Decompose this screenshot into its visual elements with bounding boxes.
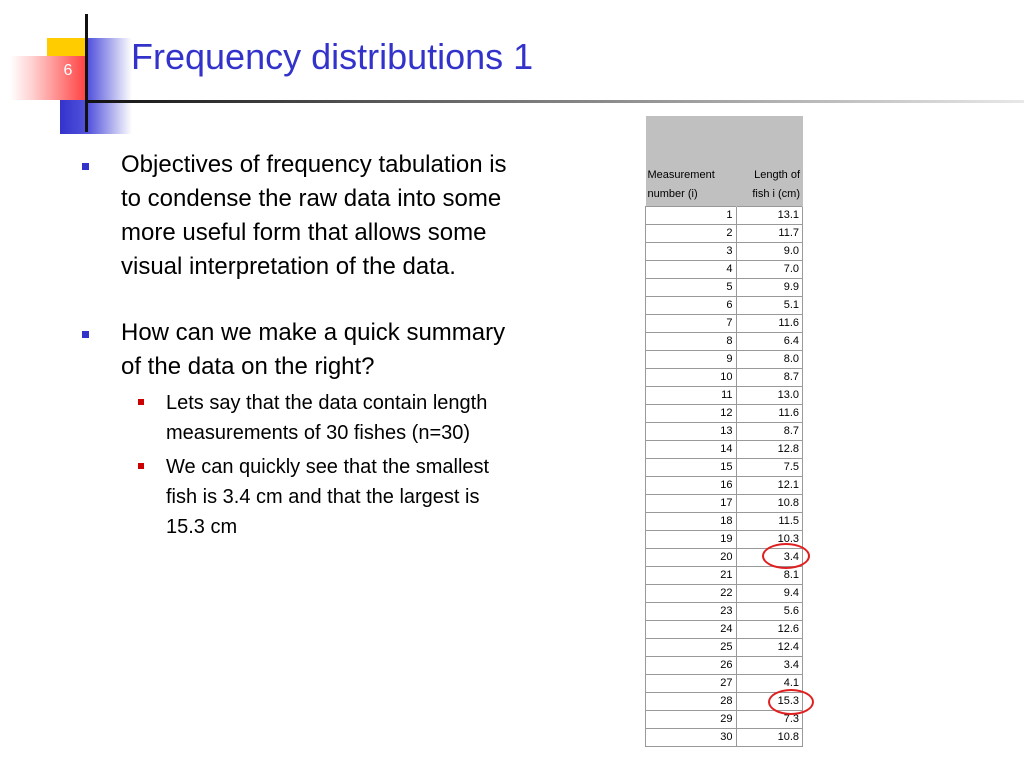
measurement-number-cell: 19: [646, 530, 737, 548]
slide-content: [82, 148, 522, 574]
table-row: [646, 260, 803, 278]
table-row: [646, 674, 803, 692]
measurement-number-cell: 22: [646, 584, 737, 602]
measurement-number-cell: 12: [646, 404, 737, 422]
measurement-number-cell: 1: [646, 206, 737, 224]
sub-bullet-1: [82, 388, 522, 448]
table-row: [646, 512, 803, 530]
table-row: [646, 584, 803, 602]
measurement-number-cell: 26: [646, 656, 737, 674]
fish-length-cell: 8.1: [736, 566, 803, 584]
fish-length-cell: 9.9: [736, 278, 803, 296]
header-measurement-number: Measurement number (i): [646, 116, 737, 206]
fish-length-cell: 10.8: [736, 494, 803, 512]
measurement-number-cell: 30: [646, 728, 737, 746]
measurement-number-cell: 13: [646, 422, 737, 440]
sub-bullet-square-icon: [138, 463, 144, 469]
fish-length-cell: 10.3: [736, 530, 803, 548]
table-row: [646, 224, 803, 242]
fish-length-cell: 8.7: [736, 368, 803, 386]
measurement-number-cell: 21: [646, 566, 737, 584]
measurement-number-cell: 2: [646, 224, 737, 242]
measurement-number-cell: 24: [646, 620, 737, 638]
fish-length-cell: 11.6: [736, 404, 803, 422]
fish-length-cell: 12.1: [736, 476, 803, 494]
table-row: [646, 656, 803, 674]
fish-length-cell: 8.7: [736, 422, 803, 440]
table-row: [646, 476, 803, 494]
fish-length-cell: 13.0: [736, 386, 803, 404]
fish-length-cell: 4.1: [736, 674, 803, 692]
table-row: [646, 386, 803, 404]
table-row: [646, 278, 803, 296]
sub-bullet-2-text: We can quickly see that the smallest fish is 3.4 cm and that the largest is 15.3 cm: [166, 456, 490, 538]
measurement-number-cell: 10: [646, 368, 737, 386]
table-row: [646, 440, 803, 458]
table-row: [646, 728, 803, 746]
bullet-square-icon: [82, 163, 89, 170]
table-row: [646, 368, 803, 386]
measurement-number-cell: 23: [646, 602, 737, 620]
table-row: [646, 602, 803, 620]
fish-length-cell: 7.3: [736, 710, 803, 728]
fish-length-cell: 5.6: [736, 602, 803, 620]
measurement-number-cell: 3: [646, 242, 737, 260]
fish-length-cell: 11.7: [736, 224, 803, 242]
fish-length-cell: 12.8: [736, 440, 803, 458]
min-value-circle: [762, 543, 810, 569]
sub-bullet-list: [121, 388, 522, 542]
measurement-number-cell: 6: [646, 296, 737, 314]
table-body: [646, 206, 803, 746]
sub-bullet-1-text: Lets say that the data contain length measurements of 30 fishes (n=30): [166, 392, 488, 444]
fish-length-cell: 13.1: [736, 206, 803, 224]
table-row: [646, 296, 803, 314]
measurement-number-cell: 4: [646, 260, 737, 278]
table-header-row: [646, 116, 803, 206]
bullet-2-text: How can we make a quick summary of the data on the right?: [121, 319, 506, 380]
measurement-number-cell: 9: [646, 350, 737, 368]
slide-number: 6: [63, 62, 73, 79]
table-row: [646, 350, 803, 368]
fish-length-cell: 7.0: [736, 260, 803, 278]
bullet-1: [82, 148, 522, 284]
measurement-number-cell: 15: [646, 458, 737, 476]
table-row: [646, 314, 803, 332]
table-row: [646, 206, 803, 224]
measurement-number-cell: 5: [646, 278, 737, 296]
fish-length-cell: 11.5: [736, 512, 803, 530]
table-row: [646, 404, 803, 422]
title-underline: [85, 100, 1024, 103]
measurement-number-cell: 11: [646, 386, 737, 404]
measurement-number-cell: 16: [646, 476, 737, 494]
measurement-number-cell: 20: [646, 548, 737, 566]
sub-bullet-square-icon: [138, 399, 144, 405]
measurement-number-cell: 8: [646, 332, 737, 350]
measurement-number-cell: 27: [646, 674, 737, 692]
table-row: [646, 242, 803, 260]
measurement-number-cell: 14: [646, 440, 737, 458]
fish-length-cell: 8.0: [736, 350, 803, 368]
measurement-number-cell: 28: [646, 692, 737, 710]
bullet-1-text: Objectives of frequency tabulation is to condense the raw data into some more useful form that allows some visual interpretation of the data.: [121, 151, 507, 280]
fish-length-cell: 11.6: [736, 314, 803, 332]
fish-length-cell: 15.3: [736, 692, 803, 710]
fish-length-cell: 10.8: [736, 728, 803, 746]
measurement-number-cell: 17: [646, 494, 737, 512]
fish-length-cell: 6.4: [736, 332, 803, 350]
slide-title: Frequency distributions 1: [131, 36, 534, 77]
bullet-square-icon: [82, 331, 89, 338]
fish-length-cell: 7.5: [736, 458, 803, 476]
header-fish-length: Length of fish i (cm): [736, 116, 803, 206]
max-value-circle: [768, 689, 814, 715]
fish-length-cell: 3.4: [736, 656, 803, 674]
table-row: [646, 458, 803, 476]
table-row: [646, 620, 803, 638]
table-row: [646, 566, 803, 584]
fish-length-table: [645, 116, 803, 747]
fish-length-cell: 12.4: [736, 638, 803, 656]
fish-length-cell: 9.0: [736, 242, 803, 260]
bullet-2: [82, 316, 522, 542]
table-row: [646, 422, 803, 440]
measurement-number-cell: 29: [646, 710, 737, 728]
measurement-number-cell: 25: [646, 638, 737, 656]
table-row: [646, 332, 803, 350]
fish-length-cell: 9.4: [736, 584, 803, 602]
table-row: [646, 638, 803, 656]
fish-length-cell: 12.6: [736, 620, 803, 638]
measurement-number-cell: 18: [646, 512, 737, 530]
fish-length-cell: 5.1: [736, 296, 803, 314]
measurement-number-cell: 7: [646, 314, 737, 332]
table-row: [646, 494, 803, 512]
sub-bullet-2: [82, 452, 522, 542]
decor-vertical-line: [85, 14, 88, 132]
fish-length-cell: 3.4: [736, 548, 803, 566]
